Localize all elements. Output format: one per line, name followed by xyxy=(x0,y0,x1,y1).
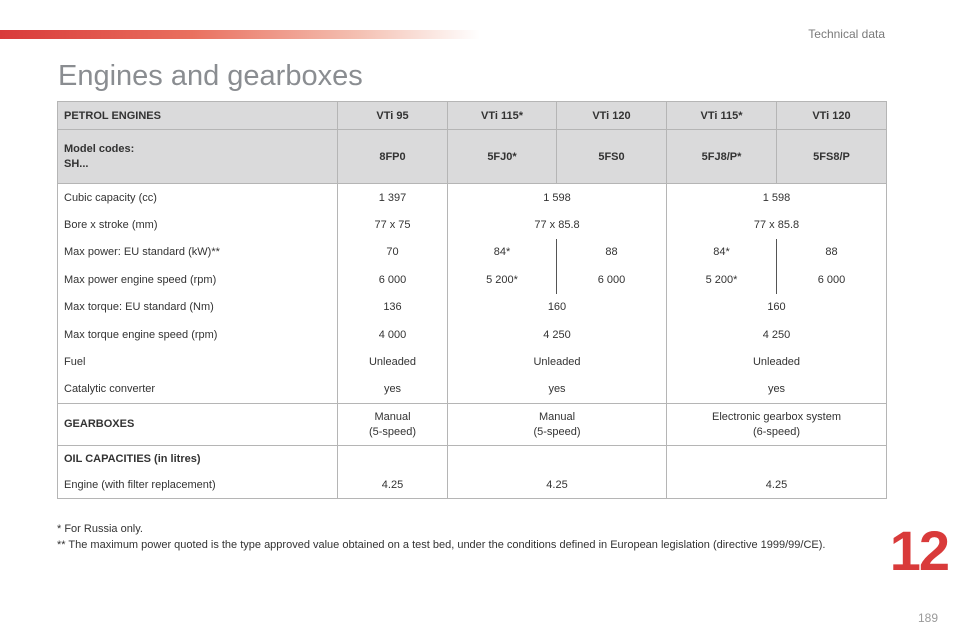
chapter-number: 12 xyxy=(889,519,948,582)
footnote: * For Russia only. xyxy=(57,523,143,535)
model-code: 5FS8/P xyxy=(777,130,887,184)
cell: 5 200* xyxy=(448,266,557,293)
cell: Manual (5-speed) xyxy=(338,404,448,446)
model-code: 5FS0 xyxy=(557,130,667,184)
cell: 160 xyxy=(448,294,667,321)
table-row xyxy=(58,239,887,266)
row-label: Max torque engine speed (rpm) xyxy=(58,321,338,348)
cell: 77 x 75 xyxy=(338,211,448,238)
cell: Unleaded xyxy=(448,348,667,375)
model-codes-row xyxy=(58,130,887,184)
header-cell: VTi 120 xyxy=(557,102,667,130)
row-label: Engine (with filter replacement) xyxy=(58,472,338,499)
header-cell: PETROL ENGINES xyxy=(58,102,338,130)
oil-header-row xyxy=(58,446,887,473)
cell: 6 000 xyxy=(557,266,667,293)
cell: yes xyxy=(338,376,448,404)
header-accent-bar xyxy=(0,30,480,39)
table-row xyxy=(58,321,887,348)
cell: 160 xyxy=(667,294,887,321)
cell: 4 000 xyxy=(338,321,448,348)
model-code: 8FP0 xyxy=(338,130,448,184)
table-row xyxy=(58,266,887,293)
table-row xyxy=(58,376,887,404)
cell: Unleaded xyxy=(667,348,887,375)
cell: 1 598 xyxy=(667,184,887,212)
table-header-row xyxy=(58,102,887,130)
row-label: Fuel xyxy=(58,348,338,375)
page-number: 189 xyxy=(917,611,938,625)
section-title: Technical data xyxy=(808,27,885,41)
table-row xyxy=(58,211,887,238)
row-label: Max torque: EU standard (Nm) xyxy=(58,294,338,321)
cell: 88 xyxy=(777,239,887,266)
row-label: Catalytic converter xyxy=(58,376,338,404)
cell: 4.25 xyxy=(338,472,448,499)
row-label: Max power engine speed (rpm) xyxy=(58,266,338,293)
cell: 4.25 xyxy=(448,472,667,499)
cell: 88 xyxy=(557,239,667,266)
row-label: Bore x stroke (mm) xyxy=(58,211,338,238)
page-title: Engines and gearboxes xyxy=(58,60,363,92)
table-row xyxy=(58,184,887,212)
cell: 5 200* xyxy=(667,266,777,293)
header-cell: VTi 120 xyxy=(777,102,887,130)
cell: 4 250 xyxy=(448,321,667,348)
cell: 77 x 85.8 xyxy=(448,211,667,238)
cell: yes xyxy=(667,376,887,404)
oil-row xyxy=(58,472,887,499)
table-row xyxy=(58,294,887,321)
table-row xyxy=(58,348,887,375)
cell: 4 250 xyxy=(667,321,887,348)
cell: 84* xyxy=(667,239,777,266)
header-cell: VTi 95 xyxy=(338,102,448,130)
cell: Unleaded xyxy=(338,348,448,375)
footnotes xyxy=(57,521,847,553)
cell: 6 000 xyxy=(777,266,887,293)
model-code: 5FJ8/P* xyxy=(667,130,777,184)
cell: yes xyxy=(448,376,667,404)
footnote: ** The maximum power quoted is the type approved value obtained on a test bed, under the conditions defined in European legislation (directive 1999/99/CE). xyxy=(57,539,826,551)
header-cell: VTi 115* xyxy=(667,102,777,130)
gearboxes-row xyxy=(58,404,887,446)
model-code: 5FJ0* xyxy=(448,130,557,184)
cell: 84* xyxy=(448,239,557,266)
header-cell: VTi 115* xyxy=(448,102,557,130)
row-label: Max power: EU standard (kW)** xyxy=(58,239,338,266)
cell: 70 xyxy=(338,239,448,266)
row-label: Cubic capacity (cc) xyxy=(58,184,338,212)
cell: 1 598 xyxy=(448,184,667,212)
engines-table xyxy=(57,101,887,499)
cell: 4.25 xyxy=(667,472,887,499)
cell: Manual (5-speed) xyxy=(448,404,667,446)
cell: 6 000 xyxy=(338,266,448,293)
cell: 1 397 xyxy=(338,184,448,212)
oil-label: OIL CAPACITIES (in litres) xyxy=(58,446,338,473)
cell: 77 x 85.8 xyxy=(667,211,887,238)
cell: 136 xyxy=(338,294,448,321)
cell: Electronic gearbox system (6-speed) xyxy=(667,404,887,446)
gearboxes-label: GEARBOXES xyxy=(58,404,338,446)
model-codes-label: Model codes: SH... xyxy=(58,130,338,184)
